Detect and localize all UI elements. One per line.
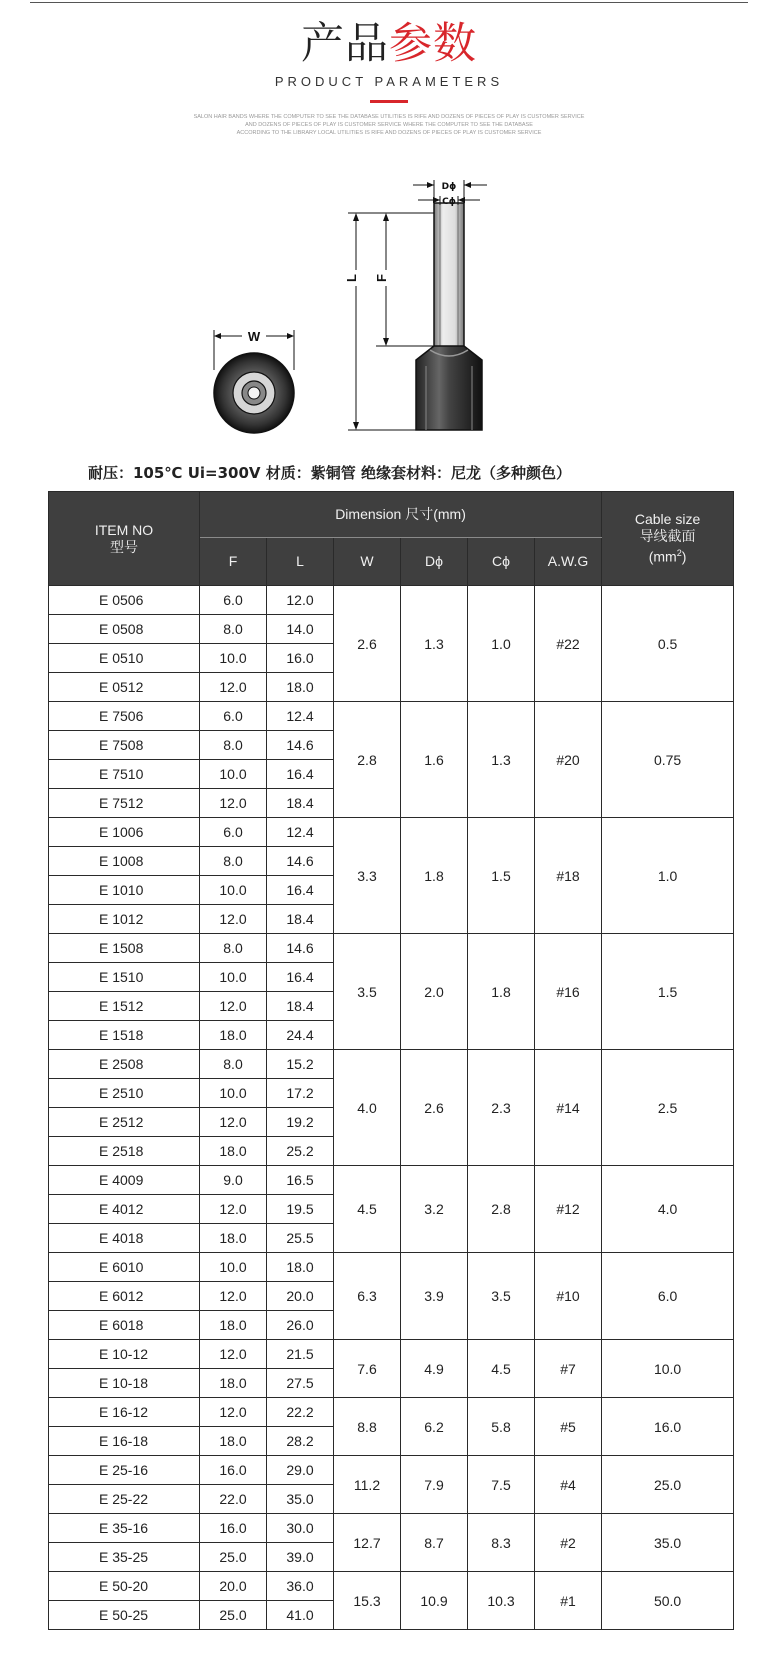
awg-cell: #7: [535, 1340, 602, 1398]
item-no-cell: E 16-18: [49, 1427, 200, 1456]
l-cell: 18.4: [267, 992, 334, 1021]
f-label: F: [374, 274, 389, 282]
table-row: [49, 702, 734, 731]
d-cell: 3.9: [401, 1253, 468, 1340]
d-cell: 2.0: [401, 934, 468, 1050]
l-cell: 36.0: [267, 1572, 334, 1601]
d-cell: 6.2: [401, 1398, 468, 1456]
l-cell: 14.6: [267, 847, 334, 876]
top-divider: [30, 2, 748, 3]
f-cell: 10.0: [200, 760, 267, 789]
header-l: L: [267, 538, 334, 586]
item-no-cell: E 1008: [49, 847, 200, 876]
fine-print-line: ACCORDING TO THE LIBRARY LOCAL UTILITIES IS RIFE AND DOZENS OF PIECES OF PLAY IS CUSTOMER SERVICE: [236, 130, 542, 136]
c-cell: 7.5: [468, 1456, 535, 1514]
table-row: [49, 1572, 734, 1601]
f-cell: 10.0: [200, 1253, 267, 1282]
table-row: [49, 818, 734, 847]
l-cell: 27.5: [267, 1369, 334, 1398]
item-no-cell: E 7506: [49, 702, 200, 731]
f-cell: 10.0: [200, 876, 267, 905]
side-view: [344, 180, 487, 430]
l-cell: 17.2: [267, 1079, 334, 1108]
w-label: W: [247, 329, 261, 344]
w-cell: 2.6: [334, 586, 401, 702]
table-row: [49, 1456, 734, 1485]
l-cell: 22.2: [267, 1398, 334, 1427]
f-cell: 10.0: [200, 644, 267, 673]
item-no-cell: E 1006: [49, 818, 200, 847]
ferrule-dimension-diagram: [0, 170, 778, 440]
f-cell: 18.0: [200, 1369, 267, 1398]
spec-line: 耐压：105℃ Ui=300V 材质：紫铜管 绝缘套材料：尼龙（多种颜色）: [88, 464, 571, 482]
item-no-cell: E 0508: [49, 615, 200, 644]
header-w: W: [334, 538, 401, 586]
f-cell: 10.0: [200, 963, 267, 992]
awg-cell: #10: [535, 1253, 602, 1340]
item-no-cell: E 7512: [49, 789, 200, 818]
item-no-cell: E 1508: [49, 934, 200, 963]
awg-cell: #1: [535, 1572, 602, 1630]
item-no-cell: E 4018: [49, 1224, 200, 1253]
item-no-cell: E 25-16: [49, 1456, 200, 1485]
cable-size-cell: 4.0: [602, 1166, 734, 1253]
awg-cell: #12: [535, 1166, 602, 1253]
d-cell: 1.6: [401, 702, 468, 818]
cable-size-cell: 6.0: [602, 1253, 734, 1340]
item-no-cell: E 50-25: [49, 1601, 200, 1630]
w-cell: 3.3: [334, 818, 401, 934]
l-cell: 18.0: [267, 673, 334, 702]
item-no-cell: E 10-18: [49, 1369, 200, 1398]
l-cell: 25.2: [267, 1137, 334, 1166]
f-cell: 18.0: [200, 1427, 267, 1456]
header-awg: A.W.G: [535, 538, 602, 586]
f-cell: 18.0: [200, 1224, 267, 1253]
l-cell: 19.2: [267, 1108, 334, 1137]
c-cell: 8.3: [468, 1514, 535, 1572]
fine-print: [0, 113, 778, 137]
header-item-no-cn: 型号: [110, 538, 138, 555]
item-no-cell: E 50-20: [49, 1572, 200, 1601]
item-no-cell: E 7508: [49, 731, 200, 760]
header-cable-size-cn: 导线截面: [639, 528, 696, 545]
w-cell: 3.5: [334, 934, 401, 1050]
item-no-cell: E 2518: [49, 1137, 200, 1166]
c-cell: 1.3: [468, 702, 535, 818]
item-no-cell: E 1510: [49, 963, 200, 992]
unit-close: ): [681, 548, 687, 565]
table-row: [49, 1166, 734, 1195]
awg-cell: #14: [535, 1050, 602, 1166]
w-cell: 4.5: [334, 1166, 401, 1253]
c-cell: 1.0: [468, 586, 535, 702]
table-row: [49, 1253, 734, 1282]
header-cable-size: [602, 492, 734, 586]
awg-cell: #4: [535, 1456, 602, 1514]
w-cell: 11.2: [334, 1456, 401, 1514]
f-cell: 8.0: [200, 847, 267, 876]
f-cell: 8.0: [200, 934, 267, 963]
d-cell: 4.9: [401, 1340, 468, 1398]
cable-size-cell: 25.0: [602, 1456, 734, 1514]
l-cell: 21.5: [267, 1340, 334, 1369]
f-cell: 18.0: [200, 1137, 267, 1166]
table-row: [49, 586, 734, 615]
l-cell: 16.4: [267, 963, 334, 992]
accent-bar: [370, 100, 408, 103]
l-cell: 19.5: [267, 1195, 334, 1224]
l-cell: 16.5: [267, 1166, 334, 1195]
header-cable-size-en: Cable size: [634, 511, 701, 528]
item-no-cell: E 7510: [49, 760, 200, 789]
w-cell: 8.8: [334, 1398, 401, 1456]
f-cell: 8.0: [200, 731, 267, 760]
page-title: [0, 18, 778, 70]
c-cell: 4.5: [468, 1340, 535, 1398]
parameters-table: [48, 491, 734, 1630]
d-cell: 10.9: [401, 1572, 468, 1630]
title-part-red: 参数: [389, 19, 477, 69]
c-cell: 5.8: [468, 1398, 535, 1456]
item-no-cell: E 1012: [49, 905, 200, 934]
d-cell: 8.7: [401, 1514, 468, 1572]
table-row: [49, 1398, 734, 1427]
cable-size-cell: 16.0: [602, 1398, 734, 1456]
w-cell: 15.3: [334, 1572, 401, 1630]
page-subtitle: PRODUCT PARAMETERS: [274, 74, 504, 89]
item-no-cell: E 1010: [49, 876, 200, 905]
f-cell: 12.0: [200, 1282, 267, 1311]
l-cell: 14.0: [267, 615, 334, 644]
item-no-cell: E 6018: [49, 1311, 200, 1340]
f-cell: 9.0: [200, 1166, 267, 1195]
c-cell: 1.8: [468, 934, 535, 1050]
f-cell: 8.0: [200, 1050, 267, 1079]
item-no-cell: E 4009: [49, 1166, 200, 1195]
f-cell: 16.0: [200, 1514, 267, 1543]
title-part-black: 产品: [301, 19, 389, 69]
end-view: [214, 329, 294, 433]
w-cell: 7.6: [334, 1340, 401, 1398]
f-cell: 18.0: [200, 1021, 267, 1050]
cable-size-cell: 10.0: [602, 1340, 734, 1398]
f-cell: 12.0: [200, 1195, 267, 1224]
cable-size-cell: 0.75: [602, 702, 734, 818]
l-cell: 26.0: [267, 1311, 334, 1340]
w-cell: 12.7: [334, 1514, 401, 1572]
l-label: L: [344, 274, 359, 282]
awg-cell: #22: [535, 586, 602, 702]
cable-size-cell: 2.5: [602, 1050, 734, 1166]
l-cell: 24.4: [267, 1021, 334, 1050]
d-cell: 1.8: [401, 818, 468, 934]
l-cell: 28.2: [267, 1427, 334, 1456]
l-cell: 35.0: [267, 1485, 334, 1514]
d-cell: 2.6: [401, 1050, 468, 1166]
l-cell: 16.4: [267, 876, 334, 905]
l-cell: 30.0: [267, 1514, 334, 1543]
l-cell: 14.6: [267, 731, 334, 760]
table-body: [49, 586, 734, 1630]
awg-cell: #5: [535, 1398, 602, 1456]
item-no-cell: E 6012: [49, 1282, 200, 1311]
w-cell: 2.8: [334, 702, 401, 818]
f-cell: 10.0: [200, 1079, 267, 1108]
f-cell: 12.0: [200, 905, 267, 934]
d-cell: 3.2: [401, 1166, 468, 1253]
l-cell: 18.4: [267, 789, 334, 818]
c-cell: 3.5: [468, 1253, 535, 1340]
item-no-cell: E 2510: [49, 1079, 200, 1108]
f-cell: 18.0: [200, 1311, 267, 1340]
cable-size-cell: 0.5: [602, 586, 734, 702]
awg-cell: #20: [535, 702, 602, 818]
l-cell: 14.6: [267, 934, 334, 963]
f-cell: 22.0: [200, 1485, 267, 1514]
item-no-cell: E 1512: [49, 992, 200, 1021]
l-cell: 18.4: [267, 905, 334, 934]
l-cell: 41.0: [267, 1601, 334, 1630]
l-cell: 39.0: [267, 1543, 334, 1572]
awg-cell: #2: [535, 1514, 602, 1572]
unit-text: (mm: [648, 548, 677, 565]
d-cell: 7.9: [401, 1456, 468, 1514]
w-cell: 4.0: [334, 1050, 401, 1166]
c-cell: 1.5: [468, 818, 535, 934]
table-row: [49, 1514, 734, 1543]
c-cell: 2.8: [468, 1166, 535, 1253]
item-no-cell: E 0510: [49, 644, 200, 673]
l-cell: 29.0: [267, 1456, 334, 1485]
item-no-cell: E 25-22: [49, 1485, 200, 1514]
header-item-no-en: ITEM NO: [94, 521, 154, 538]
header-c: Cϕ: [468, 538, 535, 586]
c-cell: 10.3: [468, 1572, 535, 1630]
table-row: [49, 1050, 734, 1079]
f-cell: 12.0: [200, 673, 267, 702]
fine-print-line: SALON HAIR BANDS WHERE THE COMPUTER TO SEE THE DATABASE UTILITIES IS RIFE AND DOZENS OF PIECES OF PLAY IS CUSTOMER SERVICE: [193, 114, 585, 120]
d-label: Dϕ: [441, 182, 457, 192]
f-cell: 25.0: [200, 1601, 267, 1630]
cable-size-cell: 1.0: [602, 818, 734, 934]
l-cell: 25.5: [267, 1224, 334, 1253]
f-cell: 12.0: [200, 992, 267, 1021]
c-label: Cϕ: [442, 197, 456, 207]
f-cell: 16.0: [200, 1456, 267, 1485]
item-no-cell: E 2508: [49, 1050, 200, 1079]
item-no-cell: E 16-12: [49, 1398, 200, 1427]
l-cell: 20.0: [267, 1282, 334, 1311]
awg-cell: #18: [535, 818, 602, 934]
c-cell: 2.3: [468, 1050, 535, 1166]
item-no-cell: E 1518: [49, 1021, 200, 1050]
f-cell: 20.0: [200, 1572, 267, 1601]
item-no-cell: E 6010: [49, 1253, 200, 1282]
item-no-cell: E 35-16: [49, 1514, 200, 1543]
table-row: [49, 1340, 734, 1369]
cable-size-cell: 1.5: [602, 934, 734, 1050]
item-no-cell: E 0506: [49, 586, 200, 615]
f-cell: 6.0: [200, 818, 267, 847]
f-cell: 12.0: [200, 789, 267, 818]
l-cell: 16.4: [267, 760, 334, 789]
table-row: [49, 934, 734, 963]
f-cell: 12.0: [200, 1108, 267, 1137]
fine-print-line: AND DOZENS OF PIECES OF PLAY IS CUSTOMER SERVICE WHERE THE COMPUTER TO SEE THE DATABASE: [245, 122, 533, 128]
l-cell: 15.2: [267, 1050, 334, 1079]
header-dimension: Dimension 尺寸(mm): [200, 492, 602, 538]
item-no-cell: E 10-12: [49, 1340, 200, 1369]
header-cable-size-unit: [602, 545, 733, 566]
l-cell: 12.4: [267, 702, 334, 731]
item-no-cell: E 4012: [49, 1195, 200, 1224]
cable-size-cell: 35.0: [602, 1514, 734, 1572]
header-f: F: [200, 538, 267, 586]
header-item-no: [49, 492, 200, 586]
l-cell: 12.4: [267, 818, 334, 847]
w-cell: 6.3: [334, 1253, 401, 1340]
item-no-cell: E 35-25: [49, 1543, 200, 1572]
l-cell: 18.0: [267, 1253, 334, 1282]
f-cell: 8.0: [200, 615, 267, 644]
f-cell: 25.0: [200, 1543, 267, 1572]
cable-size-cell: 50.0: [602, 1572, 734, 1630]
f-cell: 6.0: [200, 702, 267, 731]
f-cell: 6.0: [200, 586, 267, 615]
item-no-cell: E 0512: [49, 673, 200, 702]
d-cell: 1.3: [401, 586, 468, 702]
l-cell: 16.0: [267, 644, 334, 673]
awg-cell: #16: [535, 934, 602, 1050]
f-cell: 12.0: [200, 1398, 267, 1427]
f-cell: 12.0: [200, 1340, 267, 1369]
item-no-cell: E 2512: [49, 1108, 200, 1137]
unit-sup: 2: [676, 548, 682, 559]
header-d: Dϕ: [401, 538, 468, 586]
l-cell: 12.0: [267, 586, 334, 615]
